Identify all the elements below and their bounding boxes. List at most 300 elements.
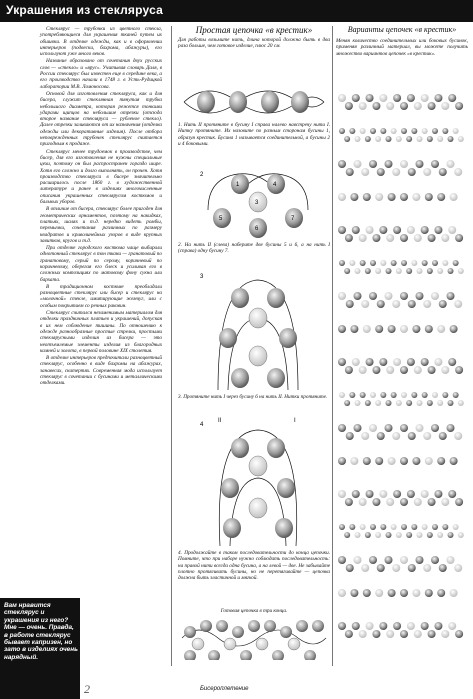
page-header xyxy=(0,0,473,22)
bead xyxy=(458,400,464,406)
bead xyxy=(434,490,442,498)
bead xyxy=(370,260,376,266)
bead-number: 5 xyxy=(219,216,223,222)
footer-label: Бисероплетение xyxy=(200,686,249,692)
chain-variant-row xyxy=(339,128,464,142)
step-4-diagram xyxy=(200,418,297,546)
chain-variant-row xyxy=(339,260,464,274)
bead xyxy=(372,630,380,638)
bead xyxy=(349,524,355,530)
bead xyxy=(350,589,358,597)
bead xyxy=(448,400,454,406)
bead xyxy=(365,400,371,406)
bead xyxy=(344,532,350,538)
bead xyxy=(401,392,407,398)
bead xyxy=(380,392,386,398)
bead xyxy=(428,498,436,506)
variants-column xyxy=(336,26,468,57)
bead xyxy=(425,325,433,333)
bead xyxy=(366,94,374,102)
bead xyxy=(412,325,420,333)
bead xyxy=(401,260,407,266)
bead xyxy=(454,432,462,440)
bead xyxy=(432,524,438,530)
bead xyxy=(447,160,455,168)
bead xyxy=(344,400,350,406)
bead xyxy=(396,268,402,274)
bead xyxy=(359,498,367,506)
bead xyxy=(434,226,442,234)
bead xyxy=(447,556,455,564)
chain-variant-row xyxy=(338,424,462,440)
bead xyxy=(458,136,464,142)
bead xyxy=(437,589,445,597)
bead xyxy=(369,556,377,564)
bead xyxy=(448,490,456,498)
bead xyxy=(386,234,394,242)
bead xyxy=(352,94,360,102)
bead xyxy=(393,490,401,498)
bead xyxy=(423,300,431,308)
bead xyxy=(363,589,371,597)
bead xyxy=(455,498,463,506)
bead xyxy=(453,392,459,398)
article-paragraph: Стеклярус считался незаменимым материалом для отделки праздничных платьев и украшений, допуская в их нем соблюдение тишины. По отношению к одежде разнообразные простые стрелки, простыми стеклярусными изделия из бисера — это неотъемлемые элементы изделия из благородных камней и золота, в первой половине XIX столетия. xyxy=(40,310,162,354)
bead xyxy=(408,564,416,572)
chain-variant-row xyxy=(338,292,462,308)
bead xyxy=(400,366,408,374)
bead xyxy=(344,136,350,142)
bead xyxy=(421,94,429,102)
bead xyxy=(393,226,401,234)
chain-variant-row xyxy=(338,325,458,333)
bead xyxy=(338,160,346,168)
bead xyxy=(416,556,424,564)
bead xyxy=(414,630,422,638)
bead xyxy=(363,325,371,333)
bead xyxy=(441,102,449,110)
bead xyxy=(366,490,374,498)
final-caption: Готовая цепочка в три конца. xyxy=(220,608,288,614)
bead xyxy=(455,234,463,242)
bead xyxy=(447,292,455,300)
step-2-text: 2. На нить II (слева) наберите две бусины 5 и 6, а на нить I (справа) одну бусину 7. xyxy=(178,242,330,255)
bead xyxy=(354,556,362,564)
bead xyxy=(439,168,447,176)
chain-variant-row xyxy=(339,392,464,406)
bead xyxy=(437,457,445,465)
bead xyxy=(448,622,456,630)
bead xyxy=(427,136,433,142)
bead xyxy=(417,268,423,274)
thread-label: I xyxy=(294,418,296,424)
bead xyxy=(453,128,459,134)
bead xyxy=(380,524,386,530)
thread-label: II xyxy=(218,418,222,424)
bead xyxy=(407,94,415,102)
bead xyxy=(360,392,366,398)
bead xyxy=(448,136,454,142)
bead xyxy=(421,622,429,630)
bead xyxy=(448,226,456,234)
bead xyxy=(372,366,380,374)
bead xyxy=(412,193,420,201)
finished-chain-diagram xyxy=(182,620,326,660)
bead xyxy=(411,260,417,266)
bead xyxy=(354,292,362,300)
bead xyxy=(346,300,354,308)
bead xyxy=(379,358,387,366)
bead xyxy=(386,136,392,142)
bead xyxy=(377,168,385,176)
bead xyxy=(437,325,445,333)
article-paragraph: При отделке городского костюма чаще выбирали однотонный стеклярус в тон ткани — гранатовый по гранатовому, серый по серому, коричневый по коричневому, оберегая его блеск и усиливая его в сложных композициях по матовому фону сукна или бархата. xyxy=(40,245,162,283)
bead xyxy=(369,160,377,168)
bead xyxy=(393,622,401,630)
bead xyxy=(422,524,428,530)
bead xyxy=(352,490,360,498)
bead xyxy=(453,524,459,530)
bead xyxy=(442,128,448,134)
bead xyxy=(434,358,442,366)
bead xyxy=(432,260,438,266)
bead xyxy=(379,94,387,102)
bead xyxy=(361,564,369,572)
bead xyxy=(421,226,429,234)
bead xyxy=(407,226,415,234)
bead xyxy=(448,532,454,538)
bead xyxy=(437,193,445,201)
bead xyxy=(361,432,369,440)
bead xyxy=(361,168,369,176)
bead xyxy=(431,292,439,300)
bead xyxy=(422,260,428,266)
bead xyxy=(393,94,401,102)
bead xyxy=(363,457,371,465)
chain-variant-row xyxy=(338,589,458,597)
chain-variants xyxy=(336,88,468,658)
bead xyxy=(392,168,400,176)
bead xyxy=(379,226,387,234)
bead xyxy=(386,366,394,374)
bead xyxy=(339,524,345,530)
bead xyxy=(365,532,371,538)
bead xyxy=(400,457,408,465)
bead xyxy=(375,193,383,201)
diagram-section-title: Простая цепочка «в крестик» xyxy=(195,25,313,35)
bead xyxy=(392,564,400,572)
bead xyxy=(407,490,415,498)
bead xyxy=(400,424,408,432)
article-paragraph: Стеклярус менее трудоемок в производстве, чем бисер, для его изготовления не нужны специальные цехи, поэтому он был распространен гораздо шире. Хотя его сложно и долго выполнять, он прочен. Хотя производство стекляруса в бисере значительно расширилось после 1860 г. в художественной литературе и ранее в изделиях многочисленные описания украшенных стеклярусом костюмов и бальных уборов. xyxy=(40,148,162,206)
bead xyxy=(454,168,462,176)
bead xyxy=(372,234,380,242)
bead xyxy=(458,532,464,538)
bead xyxy=(388,193,396,201)
bead xyxy=(439,300,447,308)
bead xyxy=(385,160,393,168)
bead xyxy=(406,532,412,538)
bead xyxy=(366,358,374,366)
bead xyxy=(372,102,380,110)
bead-number: 3 xyxy=(255,200,259,206)
bead xyxy=(359,234,367,242)
bead xyxy=(414,498,422,506)
bead xyxy=(431,556,439,564)
bead xyxy=(370,392,376,398)
bead xyxy=(432,128,438,134)
bead xyxy=(372,498,380,506)
bead xyxy=(386,102,394,110)
bead xyxy=(363,193,371,201)
article-paragraph: В традиционном костюме преобладали разноцветные стеклярус или бисер и стеклярус на «молочной» стекле, имитирующие жемчуг, или с особым покрытием со речных раковин. xyxy=(40,283,162,309)
bead xyxy=(448,358,456,366)
bead xyxy=(441,366,449,374)
chain-variant-row xyxy=(338,622,463,638)
bead xyxy=(386,630,394,638)
bead xyxy=(422,128,428,134)
bead xyxy=(423,432,431,440)
bead xyxy=(414,366,422,374)
bead xyxy=(370,524,376,530)
bead xyxy=(458,268,464,274)
bead xyxy=(354,160,362,168)
bead xyxy=(352,358,360,366)
step-3-text: 3. Протяните нить I через бусину 6 на нить II. Нитки протяните. xyxy=(178,394,328,400)
bead xyxy=(396,400,402,406)
bead xyxy=(391,524,397,530)
bead xyxy=(361,300,369,308)
bead xyxy=(414,102,422,110)
bead xyxy=(350,325,358,333)
chain-variant-row xyxy=(338,490,463,506)
bead xyxy=(423,168,431,176)
bead xyxy=(400,630,408,638)
bead xyxy=(431,160,439,168)
bead xyxy=(441,234,449,242)
bead xyxy=(411,392,417,398)
chain-variant-row xyxy=(338,94,463,110)
bead xyxy=(338,292,346,300)
step-4-text: 4. Продолжайте в таком последовательности до конца цепочки. Помните, что при наборе нужно соблюдать последовательность: на правой нити всегда одна бусина, а на левой — две. Не забывайте плотно протягивать бусины, но не перетягивайте — цепочка должна быть эластичной и мягкой. xyxy=(178,550,330,582)
bead xyxy=(396,136,402,142)
bead xyxy=(380,260,386,266)
step-number: 4 xyxy=(200,422,204,428)
bead xyxy=(338,556,346,564)
bead xyxy=(355,532,361,538)
bead xyxy=(412,589,420,597)
bead xyxy=(338,490,346,498)
bead xyxy=(441,630,449,638)
bead xyxy=(377,564,385,572)
chain-variant-row xyxy=(338,160,462,176)
bead xyxy=(425,589,433,597)
bead xyxy=(345,102,353,110)
bead xyxy=(392,432,400,440)
bead xyxy=(345,234,353,242)
bead xyxy=(366,226,374,234)
diagram-intro: Для работы возьмите нить, длина которой должна быть в два раза больше, чем готовое изделие, плюс 20 см. xyxy=(178,37,330,50)
bead xyxy=(345,366,353,374)
bead xyxy=(349,392,355,398)
bead xyxy=(412,457,420,465)
bead xyxy=(379,490,387,498)
bead xyxy=(400,589,408,597)
bead xyxy=(448,268,454,274)
chain-variant-row xyxy=(338,358,463,374)
bead xyxy=(437,400,443,406)
column-divider xyxy=(332,26,333,666)
bead xyxy=(360,524,366,530)
bead xyxy=(450,457,458,465)
bead xyxy=(414,234,422,242)
bead xyxy=(437,268,443,274)
bead xyxy=(400,498,408,506)
bead xyxy=(400,234,408,242)
bead xyxy=(400,102,408,110)
bead xyxy=(344,268,350,274)
bead xyxy=(338,94,346,102)
bead xyxy=(416,424,424,432)
article-column xyxy=(40,26,162,388)
bead xyxy=(432,392,438,398)
bead xyxy=(417,136,423,142)
bead xyxy=(427,532,433,538)
bead xyxy=(369,292,377,300)
bead xyxy=(338,622,346,630)
bead xyxy=(379,622,387,630)
bead xyxy=(385,424,393,432)
bead xyxy=(416,292,424,300)
bead xyxy=(369,424,377,432)
bead xyxy=(422,392,428,398)
bead xyxy=(455,366,463,374)
article-paragraph: Основой для изготовления стекляруса, как и для бисера, служит стеклянная тянутая трубка небольшого диаметра, которая режется тонкими ударами щипцов на небольшие отрезки (отсюда второе название стекляруса — рубленое стекло). Далее отрезки заливаются от их назначения (отделка одежды или декоративные изделия). После отбора неповрежденных трубочек стеклярус считается пригодным к продаже. xyxy=(40,90,162,148)
bead xyxy=(439,432,447,440)
bead xyxy=(338,358,346,366)
bead xyxy=(338,226,346,234)
bead xyxy=(352,622,360,630)
bead xyxy=(391,128,397,134)
bead xyxy=(365,136,371,142)
bead xyxy=(406,400,412,406)
bead xyxy=(339,128,345,134)
bead xyxy=(385,292,393,300)
bead xyxy=(359,102,367,110)
chain-variant-row xyxy=(338,226,463,242)
bead xyxy=(400,292,408,300)
chain-variant-row xyxy=(338,457,458,465)
bead-number: 7 xyxy=(291,216,295,222)
bead xyxy=(338,325,346,333)
bead xyxy=(354,424,362,432)
bead xyxy=(388,325,396,333)
bead xyxy=(406,268,412,274)
bead xyxy=(407,358,415,366)
chain-variant-row xyxy=(338,193,458,201)
bead xyxy=(388,589,396,597)
bead xyxy=(421,490,429,498)
bead xyxy=(455,630,463,638)
bead xyxy=(350,457,358,465)
bead xyxy=(386,532,392,538)
bead xyxy=(437,136,443,142)
bead xyxy=(375,589,383,597)
bead xyxy=(375,457,383,465)
step-1-text: 1. Нить II протяните в бусину I справа налево навстречу нити I. Нитку протяните. Их назовите по разным сторонам бусины 1, образуя крестик. Бусина 1 называется соединительной, а бусины 2 и 4 боковыми. xyxy=(178,122,330,147)
bead xyxy=(401,524,407,530)
bead xyxy=(454,300,462,308)
bead xyxy=(442,524,448,530)
bead xyxy=(454,564,462,572)
sidebar-text: Вам нравится стеклярус и украшения из него? Мне — очень. Правда, в работе стеклярус бывает капризен, но зато в изделиях очень нарядный. xyxy=(4,602,78,661)
bead xyxy=(360,260,366,266)
bead xyxy=(375,532,381,538)
bead xyxy=(366,622,374,630)
bead xyxy=(375,400,381,406)
bead xyxy=(425,457,433,465)
bead xyxy=(375,136,381,142)
bead xyxy=(437,532,443,538)
bead xyxy=(355,136,361,142)
bead xyxy=(423,564,431,572)
step-2-diagram xyxy=(200,172,308,238)
bead xyxy=(393,358,401,366)
page-title: Украшения из стекляруса xyxy=(6,3,163,17)
bead xyxy=(350,193,358,201)
bead xyxy=(428,234,436,242)
bead xyxy=(450,325,458,333)
bead xyxy=(386,268,392,274)
bead xyxy=(392,300,400,308)
page-number: 2 xyxy=(84,682,90,696)
bead xyxy=(428,102,436,110)
bead xyxy=(338,193,346,201)
bead xyxy=(386,400,392,406)
bead xyxy=(355,268,361,274)
bead xyxy=(411,128,417,134)
bead xyxy=(391,392,397,398)
bead xyxy=(450,589,458,597)
bead xyxy=(386,498,394,506)
bead xyxy=(346,432,354,440)
bead xyxy=(377,432,385,440)
bead xyxy=(391,260,397,266)
variants-title: Варианты цепочек «в крестик» xyxy=(347,25,457,34)
bead xyxy=(447,424,455,432)
bead xyxy=(417,532,423,538)
bead xyxy=(360,128,366,134)
step-number: 2 xyxy=(200,172,204,178)
column-divider xyxy=(171,26,172,666)
bead xyxy=(400,556,408,564)
bead xyxy=(455,102,463,110)
bead xyxy=(359,366,367,374)
bead xyxy=(416,160,424,168)
bead-number: 1 xyxy=(236,182,240,188)
bead xyxy=(408,300,416,308)
bead xyxy=(441,498,449,506)
bead xyxy=(450,193,458,201)
bead xyxy=(400,193,408,201)
bead-number: 4 xyxy=(273,182,277,188)
article-paragraph: В отличие от бисера, стеклярус более пригоден для геометрических орнаментов, поэтому на накидках, платьях, шалях и т.д. нередко видеть ромбы, перемычки, сочетания различных по размеру квадратов и криволинейных узоров в виде крупных завитков, кругов и т.д. xyxy=(40,206,162,244)
bead xyxy=(407,622,415,630)
bead xyxy=(448,94,456,102)
bead xyxy=(421,358,429,366)
bead xyxy=(439,564,447,572)
article-paragraph: Стеклярус — трубочки из цветного стекла, употребляющиеся для украшения тканей путем их обшивки. В отделке одежды, как и в оформлении интерьеров (подвески, бахрома, абажуры), его используют уже много веков. xyxy=(40,26,162,58)
